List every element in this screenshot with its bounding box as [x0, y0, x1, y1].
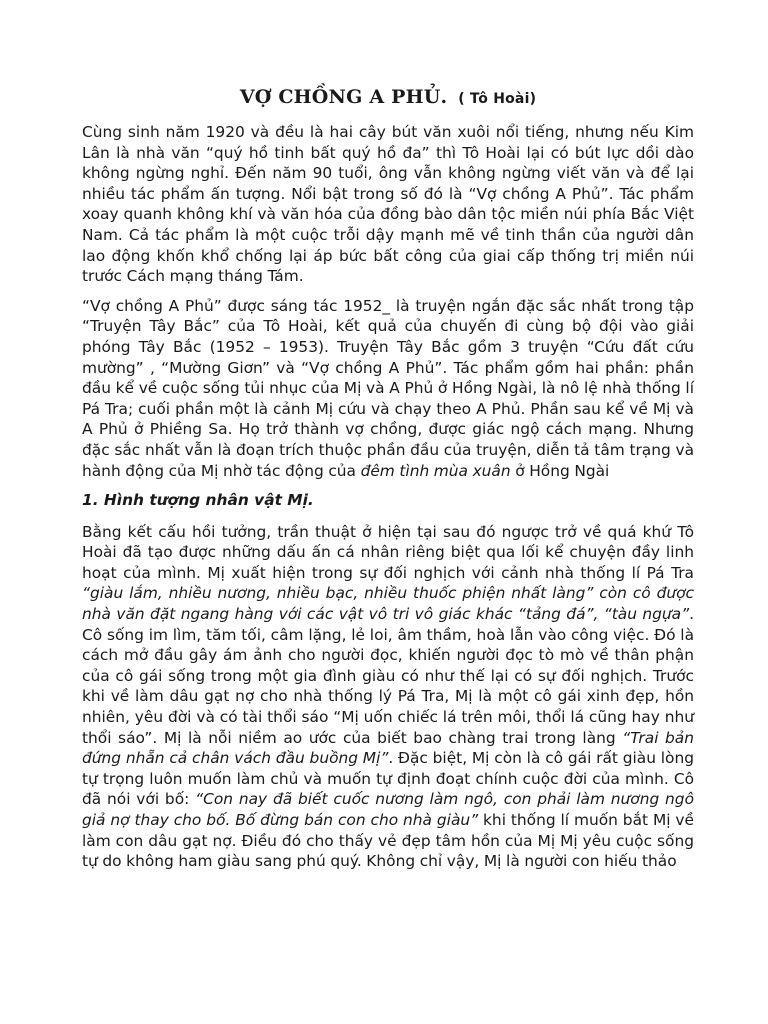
emphasis-text: đêm tình mùa xuân — [360, 461, 511, 480]
section-heading: 1. Hình tượng nhân vật Mị. — [82, 491, 314, 510]
quote-text: “Con nay đã biết cuốc nương làm ngô, con phải làm nương ngô giả nợ thay cho bố. Bố đừng bán con cho nhà giàu” — [82, 790, 694, 829]
paragraph-text: khi thống lí muốn bắt Mị về làm con dâu gạt nợ. Điều đó cho thấy vẻ đẹp tâm hồn của Mị Mị yêu cuộc sống tự do không ham giàu sang phú quý. Không chỉ vậy, Mị là người con hiếu thảo — [82, 811, 695, 871]
paragraph-work-overview — [82, 296, 694, 481]
paragraph-text: ở Hồng Ngài — [510, 461, 610, 480]
paragraph-text: . Cô sống im lìm, tăm tối, câm lặng, lẻ loi, âm thầm, hoà lẫn vào công việc. Đó là cách mở đầu gây ám ảnh cho người đọc, khiến người đọc tò mò về thân phận của cô gái sống trong một gia đình giàu có như thế lại có sự đối nghịch. Trước khi về làm dâu gạt nợ cho nhà thống lý Pá Tra, Mị là một cô gái xinh đẹp, hồn nhiên, yêu đời và có tài thổi sáo “Mị uốn chiếc lá trên môi, thổi lá cũng hay như thổi sáo”. Mị là nỗi niềm ao ước của biết bao chàng trai trong làng — [82, 605, 694, 747]
paragraph-character-mi — [82, 522, 694, 872]
paragraph-text: . Đặc biệt, Mị còn là cô gái rất giàu lòng tự trọng luôn muốn làm chủ và muốn tự định đoạt chính cuộc đời của mình. Cô đã nói với bố: — [82, 749, 694, 809]
quote-text: “Trai bản đứng nhẵn cả chân vách đầu buồng Mị” — [82, 728, 694, 768]
quote-text: “giàu lắm, nhiều nương, nhiều bạc, nhiều thuốc phiện nhất làng” còn cô được nhà văn đặt ngang hàng với các vật vô tri vô giác khác “tảng đá”, “tàu ngựa” — [82, 584, 694, 624]
page-title — [82, 84, 694, 112]
title-text: VỢ CHỒNG A PHỦ. — [239, 86, 448, 108]
paragraph-text: Bằng kết cấu hồi tưởng, trần thuật ở hiện tại sau đó ngược trở về quá khứ Tô Hoài đã tạo được những dấu ấn cá nhân riêng biệt qua lối kể chuyện đầy linh hoạt của mình. Mị xuất hiện trong sự đối nghịch với cảnh nhà thống lí Pá Tra — [82, 522, 694, 582]
document-page — [82, 84, 694, 881]
author-name: ( Tô Hoài) — [458, 91, 537, 107]
paragraph-text: “Vợ chồng A Phủ” được sáng tác 1952_ là truyện ngắn đặc sắc nhất trong tập “Truyện Tây Bắc” của Tô Hoài, kết quả của chuyến đi cùng bộ đội vào giải phóng Tây Bắc (1952 – 1953). Truyện Tây Bắc gồm 3 truyện “Cứu đất cứu mường” , “Mường Giơn” và “Vợ chồng A Phủ”. Tác phẩm gồm hai phần: phần đầu kể về cuộc sống tủi nhục của Mị và A Phủ ở Hồng Ngài, là nô lệ nhà thống lí Pá Tra; cuối phần một là cảnh Mị cứu và chạy theo A Phủ. Phần sau kể về Mị và A Phủ ở Phiềng Sa. Họ trở thành vợ chồng, được giác ngộ cách mạng. Nhưng đặc sắc nhất vẫn là đoạn trích thuộc phần đầu của truyện, diễn tả tâm trạng và hành động của Mị nhờ tác động của — [82, 296, 694, 480]
paragraph-intro: Cùng sinh năm 1920 và đều là hai cây bút văn xuôi nổi tiếng, nhưng nếu Kim Lân là nhà văn “quý hồ tinh bất quý hồ đa” thì Tô Hoài lại có bút lực dồi dào không ngừng nghỉ. Đến năm 90 tuổi, ông vẫn không ngừng viết văn và để lại nhiều tác phẩm ấn tượng. Nổi bật trong số đó là “Vợ chồng A Phủ”. Tác phẩm xoay quanh không khí và văn hóa của đồng bào dân tộc miền núi phía Bắc Việt Nam. Cả tác phẩm là một cuộc trỗi dậy mạnh mẽ về tinh thần của người dân lao động khốn khổ chống lại áp bức bất công của giai cấp thống trị miền núi trước Cách mạng tháng Tám. — [82, 123, 694, 286]
